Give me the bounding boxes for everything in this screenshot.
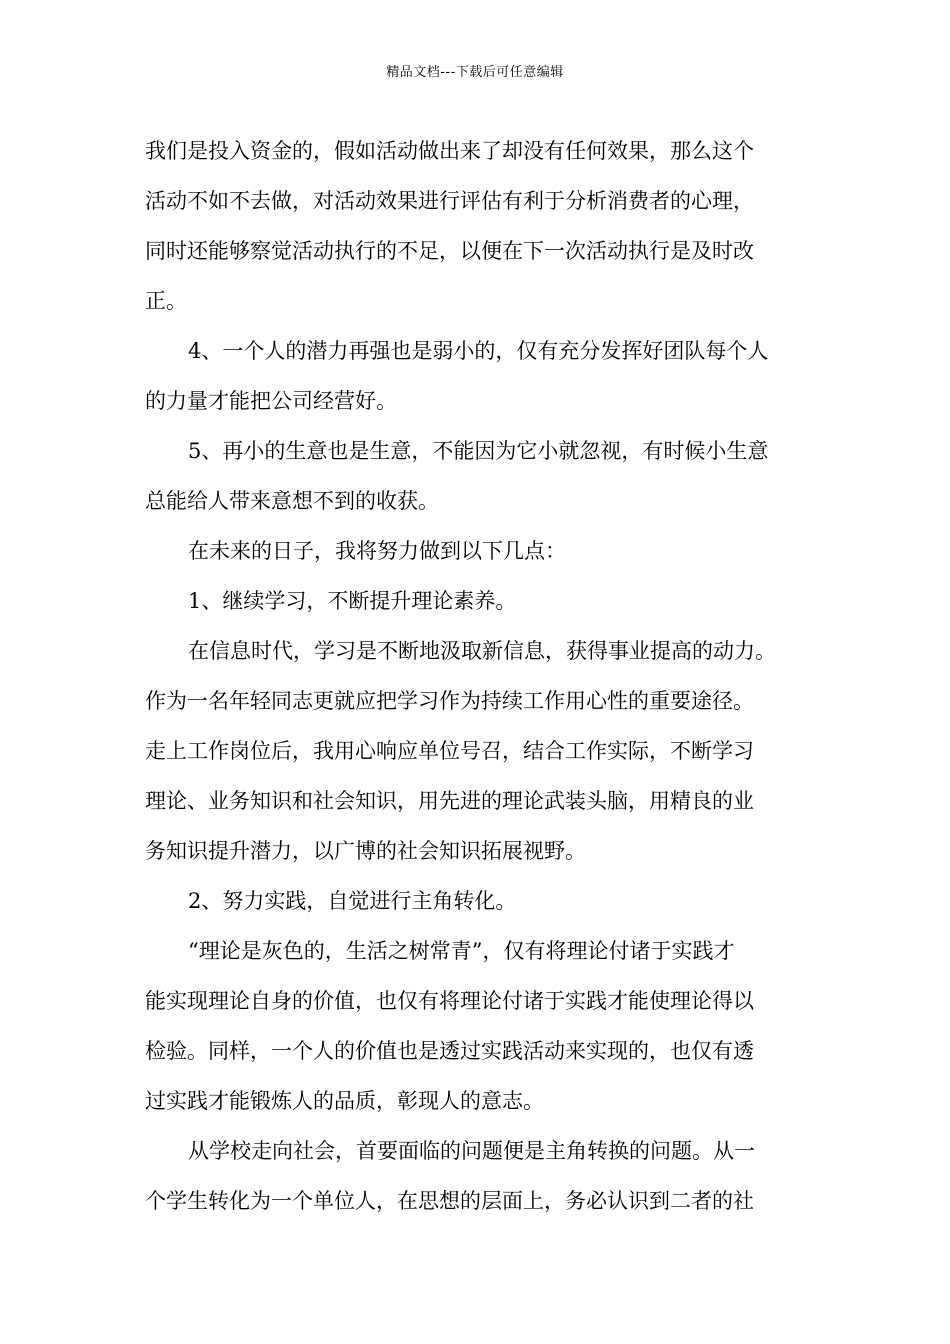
text-line: 务知识提升潜力，以广博的社会知识拓展视野。: [145, 839, 586, 863]
text-line: 同时还能够察觉活动执行的不足，以便在下一次活动执行是及时改: [145, 239, 754, 263]
text-line: 作为一名年轻同志更就应把学习作为持续工作用心性的重要途径。: [145, 689, 754, 713]
document-body: [145, 131, 805, 1231]
page-header: 精品文档---下载后可任意编辑: [386, 65, 564, 80]
text-line: 4、一个人的潜力再强也是弱小的，仅有充分发挥好团队每个人: [188, 339, 769, 363]
text-line: 走上工作岗位后，我用心响应单位号召，结合工作实际，不断学习: [145, 739, 754, 763]
text-line: 能实现理论自身的价值，也仅有将理论付诸于实践才能使理论得以: [145, 989, 754, 1013]
text-line: 我们是投入资金的，假如活动做出来了却没有任何效果，那么这个: [145, 139, 754, 163]
text-line: 总能给人带来意想不到的收获。: [145, 489, 439, 513]
text-line: 个学生转化为一个单位人，在思想的层面上，务必认识到二者的社: [145, 1189, 754, 1213]
text-line: “理论是灰色的，生活之树常青”，仅有将理论付诸于实践才: [188, 939, 735, 963]
text-line: 活动不如不去做，对活动效果进行评估有利于分析消费者的心理，: [145, 189, 754, 213]
text-line: 在信息时代，学习是不断地汲取新信息，获得事业提高的动力。: [188, 639, 776, 663]
text-line: 1、继续学习，不断提升理论素养。: [188, 589, 517, 613]
text-line: 的力量才能把公司经营好。: [145, 389, 397, 413]
text-line: 理论、业务知识和社会知识，用先进的理论武装头脑，用精良的业: [145, 789, 754, 813]
text-line: 检验。同样，一个人的价值也是透过实践活动来实现的，也仅有透: [145, 1039, 754, 1063]
text-line: 5、再小的生意也是生意，不能因为它小就忽视，有时候小生意: [188, 439, 769, 463]
text-line: 从学校走向社会，首要面临的问题便是主角转换的问题。从一: [188, 1139, 755, 1163]
text-line: 过实践才能锻炼人的品质，彰现人的意志。: [145, 1089, 544, 1113]
text-line: 2、努力实践，自觉进行主角转化。: [188, 889, 517, 913]
text-line: 在未来的日子，我将努力做到以下几点：: [188, 539, 566, 563]
text-line: 正。: [145, 289, 187, 313]
